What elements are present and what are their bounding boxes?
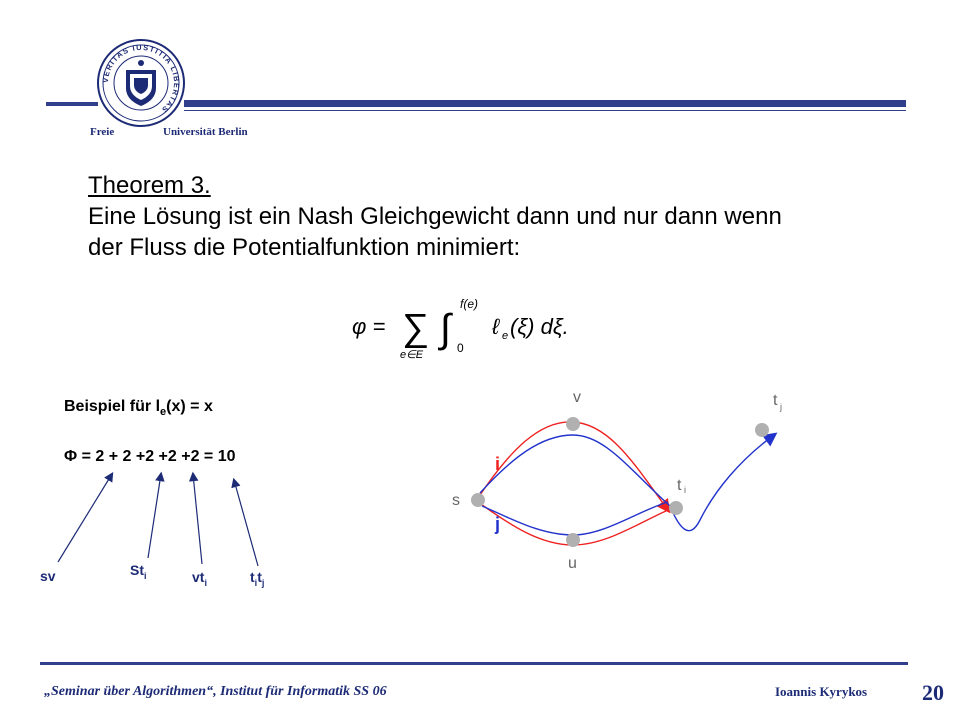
path-label-i: i bbox=[495, 454, 501, 474]
node-label-tj: t bbox=[773, 392, 778, 409]
node-s bbox=[471, 493, 485, 507]
node-label-v: v bbox=[573, 389, 581, 406]
node-u bbox=[566, 533, 580, 547]
example-suffix: (x) = x bbox=[166, 398, 213, 415]
arrow-sv bbox=[58, 474, 112, 562]
edge-label-titj bbox=[250, 569, 264, 588]
edge-label-sv: sv bbox=[40, 568, 56, 584]
theorem-line-1: Eine Lösung ist ein Nash Gleichgewicht dann und nur dann wenn bbox=[88, 203, 782, 230]
path-j-lower bbox=[482, 502, 668, 535]
edge-label-titj-sub2: j bbox=[261, 577, 265, 588]
formula-lhs: φ = bbox=[352, 314, 386, 339]
phi-sum-values: = 2 + 2 +2 +2 +2 = 10 bbox=[77, 448, 236, 465]
university-name-berlin: Universität Berlin bbox=[163, 126, 248, 138]
node-label-tj-sub: j bbox=[780, 402, 782, 412]
edge-label-sti bbox=[130, 562, 147, 581]
node-label-ti: t bbox=[677, 477, 682, 494]
phi-symbol: Φ bbox=[64, 448, 78, 465]
footer-seminar-title: „Seminar über Algorithmen“, Institut für Informatik SS 06 bbox=[44, 684, 387, 699]
theorem-title: Theorem 3. bbox=[88, 172, 211, 199]
node-label-ti-sub: i bbox=[684, 485, 686, 495]
arrow-vti bbox=[193, 474, 202, 564]
formula-integral-sign: ∫ bbox=[440, 307, 451, 351]
footer-author: Ioannis Kyrykos bbox=[775, 684, 868, 699]
node-ti bbox=[669, 501, 683, 515]
node-v bbox=[566, 417, 580, 431]
edge-label-titj-main2: t bbox=[257, 569, 262, 585]
node-label-u: u bbox=[568, 555, 577, 572]
page-number: 20 bbox=[922, 680, 944, 705]
formula-integrand-sub: e bbox=[502, 330, 509, 342]
formula-sum-sign: ∑ bbox=[402, 307, 430, 349]
edge-label-vti-main: vt bbox=[192, 569, 205, 585]
edge-label-titj-main1: t bbox=[250, 569, 255, 585]
university-name-freie: Freie bbox=[90, 126, 115, 138]
network-graph bbox=[440, 380, 800, 580]
arrow-titj bbox=[234, 480, 258, 566]
seal-text: VERITAS IUSTITIA LIBERTAS bbox=[100, 42, 182, 115]
edge-label-vti-sub: i bbox=[204, 577, 207, 588]
footer-rule bbox=[40, 662, 908, 665]
edge-label-sti-main: St bbox=[130, 562, 144, 578]
formula-integrand-tail: (ξ) dξ. bbox=[510, 314, 569, 339]
formula-sum-sub: e∈E bbox=[400, 349, 424, 361]
formula-int-lower: 0 bbox=[457, 341, 464, 355]
theorem-line-2: der Fluss die Potentialfunktion minimiert: bbox=[88, 234, 521, 261]
path-j-to-tj bbox=[670, 435, 774, 531]
edge-label-titj-sub1: i bbox=[254, 577, 258, 588]
node-tj bbox=[755, 423, 769, 437]
edge-label-sti-sub: i bbox=[144, 570, 147, 581]
example-sub: e bbox=[160, 406, 167, 419]
path-j-upper bbox=[480, 435, 670, 506]
edge-label-vti bbox=[192, 569, 207, 588]
path-label-j: j bbox=[495, 514, 501, 534]
arrow-sti bbox=[148, 474, 161, 558]
formula-int-upper: f(e) bbox=[460, 297, 478, 311]
example-prefix: Beispiel für l bbox=[64, 398, 161, 415]
node-label-s: s bbox=[452, 492, 460, 509]
formula-integrand: ℓ bbox=[492, 314, 500, 339]
